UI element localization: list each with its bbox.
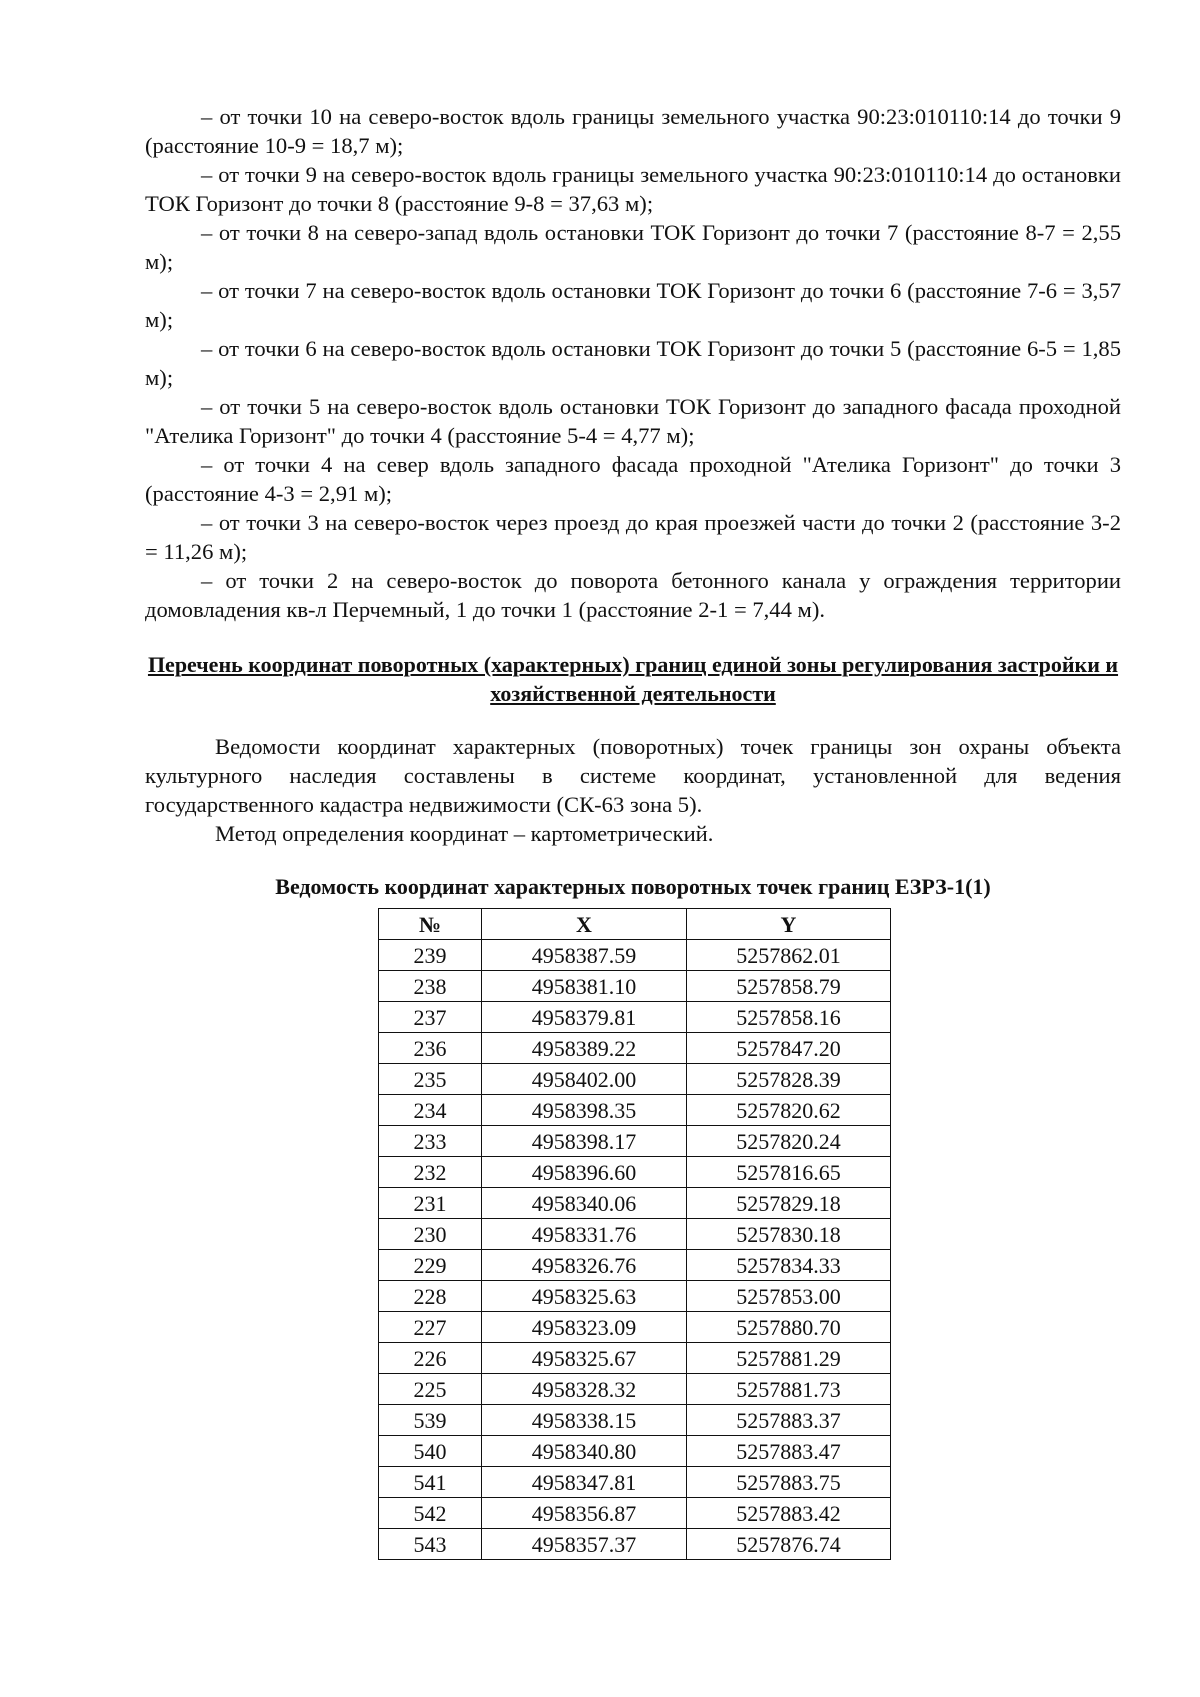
cell-number: 228 [379, 1281, 482, 1312]
table-row [379, 1436, 891, 1467]
cell-x: 4958357.37 [482, 1529, 687, 1560]
table-row [379, 1343, 891, 1374]
cell-number: 227 [379, 1312, 482, 1343]
boundary-segment: – от точки 9 на северо-восток вдоль границы земельного участка 90:23:010110:14 до остановки ТОК Горизонт до точки 8 (расстояние 9-8 = 37,63 м); [145, 162, 1121, 216]
cell-number: 231 [379, 1188, 482, 1219]
cell-y: 5257881.29 [687, 1343, 891, 1374]
table-row [379, 1374, 891, 1405]
column-header-x: X [482, 909, 687, 940]
cell-y: 5257883.47 [687, 1436, 891, 1467]
cell-number: 541 [379, 1467, 482, 1498]
cell-number: 239 [379, 940, 482, 971]
cell-number: 540 [379, 1436, 482, 1467]
table-row [379, 940, 891, 971]
cell-y: 5257828.39 [687, 1064, 891, 1095]
table-row [379, 1498, 891, 1529]
cell-x: 4958387.59 [482, 940, 687, 971]
cell-y: 5257883.42 [687, 1498, 891, 1529]
column-header-number: № [379, 909, 482, 940]
column-header-y: Y [687, 909, 891, 940]
table-row [379, 1033, 891, 1064]
cell-y: 5257853.00 [687, 1281, 891, 1312]
cell-number: 233 [379, 1126, 482, 1157]
cell-y: 5257829.18 [687, 1188, 891, 1219]
cell-number: 543 [379, 1529, 482, 1560]
section-heading: Перечень координат поворотных (характерных) границ единой зоны регулирования застройки и хозяйственной деятельности [147, 652, 1119, 706]
coordinates-table [378, 908, 891, 1560]
table-row [379, 1064, 891, 1095]
cell-x: 4958402.00 [482, 1064, 687, 1095]
table-row [379, 1281, 891, 1312]
cell-y: 5257834.33 [687, 1250, 891, 1281]
cell-x: 4958379.81 [482, 1002, 687, 1033]
boundary-description [145, 102, 1121, 624]
cell-y: 5257830.18 [687, 1219, 891, 1250]
boundary-segment: – от точки 4 на север вдоль западного фасада проходной "Ателика Горизонт" до точки 3 (расстояние 4-3 = 2,91 м); [145, 452, 1121, 506]
cell-number: 235 [379, 1064, 482, 1095]
table-row [379, 971, 891, 1002]
cell-number: 229 [379, 1250, 482, 1281]
section-body [145, 732, 1121, 848]
body-paragraph: Ведомости координат характерных (поворотных) точек границы зон охраны объекта культурного наследия составлены в системе координат, установленной для ведения государственного кадастра недвижимости (СК-63 зона 5). [145, 734, 1121, 817]
cell-y: 5257820.62 [687, 1095, 891, 1126]
cell-number: 542 [379, 1498, 482, 1529]
boundary-segment: – от точки 5 на северо-восток вдоль остановки ТОК Горизонт до западного фасада проходной "Ателика Горизонт" до точки 4 (расстояние 5-4 = 4,77 м); [145, 394, 1121, 448]
cell-number: 237 [379, 1002, 482, 1033]
table-row [379, 1095, 891, 1126]
table-row [379, 1002, 891, 1033]
table-row [379, 1188, 891, 1219]
table-row [379, 1405, 891, 1436]
table-row [379, 1157, 891, 1188]
cell-number: 226 [379, 1343, 482, 1374]
table-row [379, 1126, 891, 1157]
cell-number: 236 [379, 1033, 482, 1064]
cell-y: 5257880.70 [687, 1312, 891, 1343]
table-row [379, 1467, 891, 1498]
cell-x: 4958323.09 [482, 1312, 687, 1343]
boundary-segment: – от точки 2 на северо-восток до поворота бетонного канала у ограждения территории домовладения кв-л Перчемный, 1 до точки 1 (расстояние 2-1 = 7,44 м). [145, 568, 1121, 622]
cell-x: 4958356.87 [482, 1498, 687, 1529]
cell-y: 5257876.74 [687, 1529, 891, 1560]
cell-x: 4958325.63 [482, 1281, 687, 1312]
cell-y: 5257858.16 [687, 1002, 891, 1033]
cell-x: 4958347.81 [482, 1467, 687, 1498]
cell-y: 5257820.24 [687, 1126, 891, 1157]
cell-number: 225 [379, 1374, 482, 1405]
table-row [379, 1250, 891, 1281]
cell-x: 4958326.76 [482, 1250, 687, 1281]
cell-y: 5257816.65 [687, 1157, 891, 1188]
cell-y: 5257847.20 [687, 1033, 891, 1064]
cell-y: 5257883.37 [687, 1405, 891, 1436]
cell-x: 4958381.10 [482, 971, 687, 1002]
cell-x: 4958398.17 [482, 1126, 687, 1157]
boundary-segment: – от точки 10 на северо-восток вдоль границы земельного участка 90:23:010110:14 до точки 9 (расстояние 10-9 = 18,7 м); [145, 104, 1121, 158]
table-title: Ведомость координат характерных поворотных точек границ ЕЗРЗ-1(1) [275, 874, 991, 899]
cell-number: 232 [379, 1157, 482, 1188]
cell-x: 4958331.76 [482, 1219, 687, 1250]
cell-x: 4958396.60 [482, 1157, 687, 1188]
cell-x: 4958340.80 [482, 1436, 687, 1467]
cell-number: 539 [379, 1405, 482, 1436]
table-header-row [379, 909, 891, 940]
cell-x: 4958340.06 [482, 1188, 687, 1219]
table-row [379, 1219, 891, 1250]
boundary-segment: – от точки 3 на северо-восток через проезд до края проезжей части до точки 2 (расстояние 3-2 = 11,26 м); [145, 510, 1121, 564]
cell-x: 4958338.15 [482, 1405, 687, 1436]
cell-x: 4958398.35 [482, 1095, 687, 1126]
cell-x: 4958328.32 [482, 1374, 687, 1405]
cell-y: 5257862.01 [687, 940, 891, 971]
cell-x: 4958325.67 [482, 1343, 687, 1374]
cell-number: 230 [379, 1219, 482, 1250]
cell-number: 238 [379, 971, 482, 1002]
cell-y: 5257858.79 [687, 971, 891, 1002]
table-body [379, 940, 891, 1560]
cell-x: 4958389.22 [482, 1033, 687, 1064]
cell-y: 5257881.73 [687, 1374, 891, 1405]
cell-y: 5257883.75 [687, 1467, 891, 1498]
table-row [379, 1312, 891, 1343]
cell-number: 234 [379, 1095, 482, 1126]
boundary-segment: – от точки 8 на северо-запад вдоль остановки ТОК Горизонт до точки 7 (расстояние 8-7 = 2,55 м); [145, 220, 1121, 274]
table-row [379, 1529, 891, 1560]
boundary-segment: – от точки 6 на северо-восток вдоль остановки ТОК Горизонт до точки 5 (расстояние 6-5 = 1,85 м); [145, 336, 1121, 390]
body-paragraph: Метод определения координат – картометрический. [215, 821, 714, 846]
boundary-segment: – от точки 7 на северо-восток вдоль остановки ТОК Горизонт до точки 6 (расстояние 7-6 = 3,57 м); [145, 278, 1121, 332]
